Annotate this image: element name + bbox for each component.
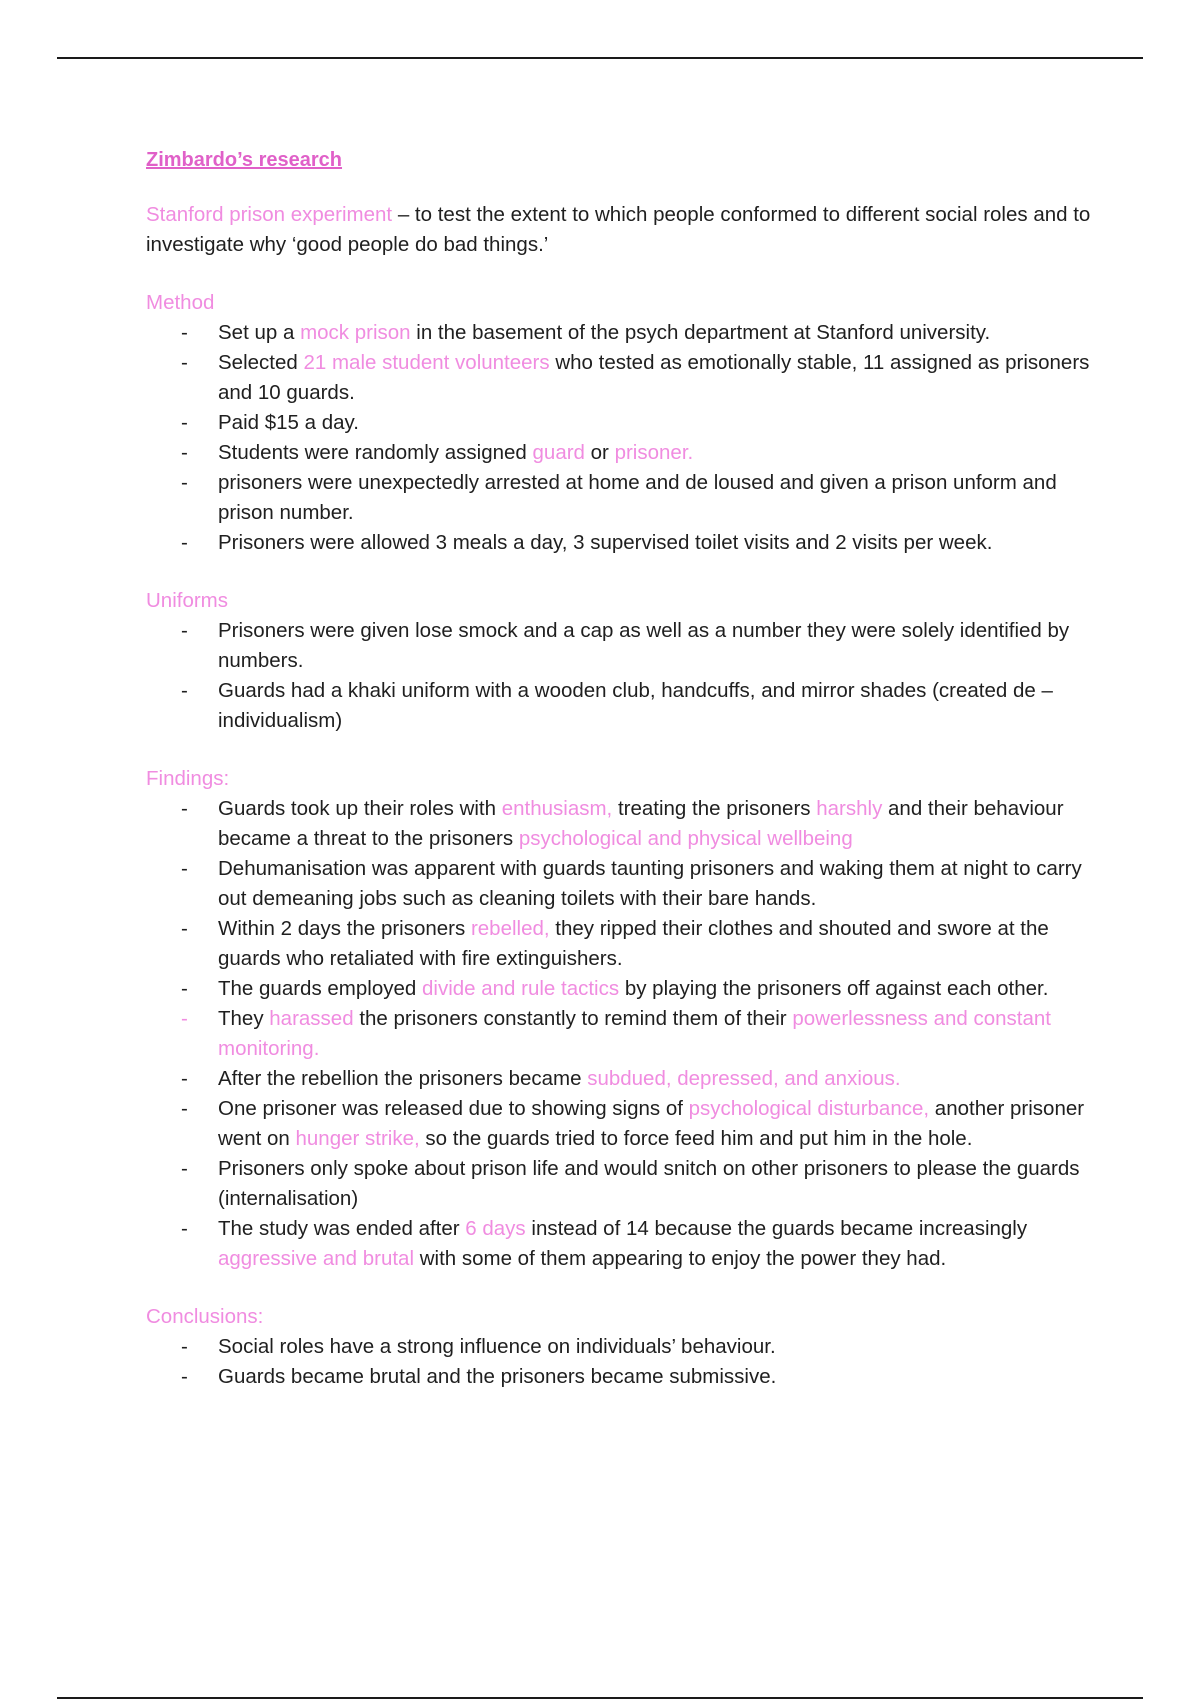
bullet-dash: - [181,1097,188,1120]
highlight-text: 21 male student volunteers [303,351,550,374]
item-text: Prisoners only spoke about prison life and would snitch on other prisoners to please the guards (internalisation) [218,1157,1080,1210]
list-item [181,676,1106,736]
item-text: Guards became brutal and the prisoners became submissive. [218,1365,777,1388]
list-item [181,974,1106,1004]
list-item [181,616,1106,676]
highlight-text: harassed [269,1007,354,1030]
list-item [181,528,1106,558]
item-text: The study was ended after [218,1217,466,1240]
item-text: so the guards tried to force feed him and put him in the hole. [419,1127,973,1150]
uniforms-section [146,586,1106,736]
item-text: by playing the prisoners off against each other. [619,977,1049,1000]
item-text: Dehumanisation was apparent with guards taunting prisoners and waking them at night to carry out demeaning jobs such as cleaning toilets with their bare hands. [218,857,1082,910]
conclusions-section [146,1302,1106,1392]
findings-section [146,764,1106,1274]
highlight-text: 6 days [465,1217,526,1240]
list-item [181,468,1106,528]
item-text: Prisoners were allowed 3 meals a day, 3 supervised toilet visits and 2 visits per week. [218,531,993,554]
highlight-text: hunger strike, [295,1127,420,1150]
highlight-text: psychological disturbance, [688,1097,930,1120]
item-text: they ripped their clothes and shouted and swore at the guards who retaliated with fire extinguishers. [218,917,1049,970]
highlight-text: mock prison [300,321,411,344]
bullet-dash: - [181,351,188,374]
item-text: and their behaviour became a threat to the prisoners [218,797,1064,850]
item-text: Selected [218,351,304,374]
bullet-dash: - [181,471,188,494]
highlight-text: psychological and physical wellbeing [518,827,853,850]
item-text: They [218,1007,270,1030]
page-title: Zimbardo’s research [146,149,343,171]
bullet-dash: - [181,1067,188,1090]
document-page [146,146,1106,1392]
findings-list [146,794,1106,1274]
bullet-dash: - [181,797,188,820]
highlight-text: divide and rule tactics [421,977,620,1000]
list-item [181,1362,1106,1392]
bullet-dash: - [181,531,188,554]
uniforms-heading: Uniforms [146,589,229,612]
findings-heading: Findings: [146,767,230,790]
conclusions-list [146,1332,1106,1392]
bullet-dash: - [181,619,188,642]
item-text: Guards took up their roles with [218,797,502,820]
top-rule [57,57,1143,59]
highlight-text: subdued, depressed, and anxious. [587,1067,901,1090]
list-item [181,914,1106,974]
item-text: treating the prisoners [612,797,817,820]
list-item [181,1094,1106,1154]
highlight-text: rebelled, [470,917,550,940]
item-text: One prisoner was released due to showing signs of [218,1097,689,1120]
method-list [146,318,1106,558]
bullet-dash: - [181,411,188,434]
highlight-text: powerlessness and constant monitoring. [218,1007,1051,1060]
highlight-text: harshly [816,797,883,820]
uniforms-list [146,616,1106,736]
bullet-dash: - [181,977,188,1000]
bullet-dash: - [181,1157,188,1180]
item-text: who tested as emotionally stable, 11 assigned as prisoners and 10 guards. [218,351,1090,404]
list-item [181,1004,1106,1064]
item-text: Set up a [218,321,301,344]
bullet-dash: - [181,1335,188,1358]
list-item [181,1214,1106,1274]
item-text: Paid $15 a day. [218,411,359,434]
highlight-text: guard [532,441,585,464]
item-text: prisoners were unexpectedly arrested at home and de loused and given a prison unform and prison number. [218,471,1057,524]
item-text: The guards employed [218,977,422,1000]
intro-text: – to test the extent to which people conformed to different social roles and to investigate why ‘good people do bad things.’ [146,203,1091,256]
item-text: Within 2 days the prisoners [218,917,471,940]
item-text: with some of them appearing to enjoy the power they had. [414,1247,947,1270]
list-item [181,1154,1106,1214]
item-text: Prisoners were given lose smock and a cap as well as a number they were solely identified by numbers. [218,619,1070,672]
item-text: in the basement of the psych department at Stanford university. [410,321,991,344]
item-text: another prisoner went on [218,1097,1085,1150]
bullet-dash: - [181,917,188,940]
list-item [181,408,1106,438]
item-text: the prisoners constantly to remind them of their [353,1007,793,1030]
list-item [181,1064,1106,1094]
list-item [181,794,1106,854]
highlight-text: enthusiasm, [501,797,613,820]
highlight-text: aggressive and brutal [218,1247,415,1270]
item-text: Students were randomly assigned [218,441,533,464]
bullet-dash: - [181,321,188,344]
conclusions-heading: Conclusions: [146,1305,264,1328]
bullet-dash: - [181,441,188,464]
item-text: Guards had a khaki uniform with a wooden club, handcuffs, and mirror shades (created de – individualism) [218,679,1053,732]
list-item [181,1332,1106,1362]
bullet-dash: - [181,1365,188,1388]
bullet-dash: - [181,1007,188,1030]
bullet-dash: - [181,1217,188,1240]
bullet-dash: - [181,679,188,702]
list-item [181,348,1106,408]
bullet-dash: - [181,857,188,880]
highlight-text: prisoner. [614,441,694,464]
list-item [181,854,1106,914]
item-text: or [584,441,615,464]
intro-paragraph [146,200,1106,260]
list-item [181,438,1106,468]
item-text: Social roles have a strong influence on individuals’ behaviour. [218,1335,776,1358]
item-text: After the rebellion the prisoners became [218,1067,588,1090]
item-text: instead of 14 because the guards became increasingly [525,1217,1028,1240]
intro-highlight: Stanford prison experiment [146,203,393,226]
bottom-rule [57,1697,1143,1699]
method-heading: Method [146,291,215,314]
method-section [146,288,1106,558]
list-item [181,318,1106,348]
